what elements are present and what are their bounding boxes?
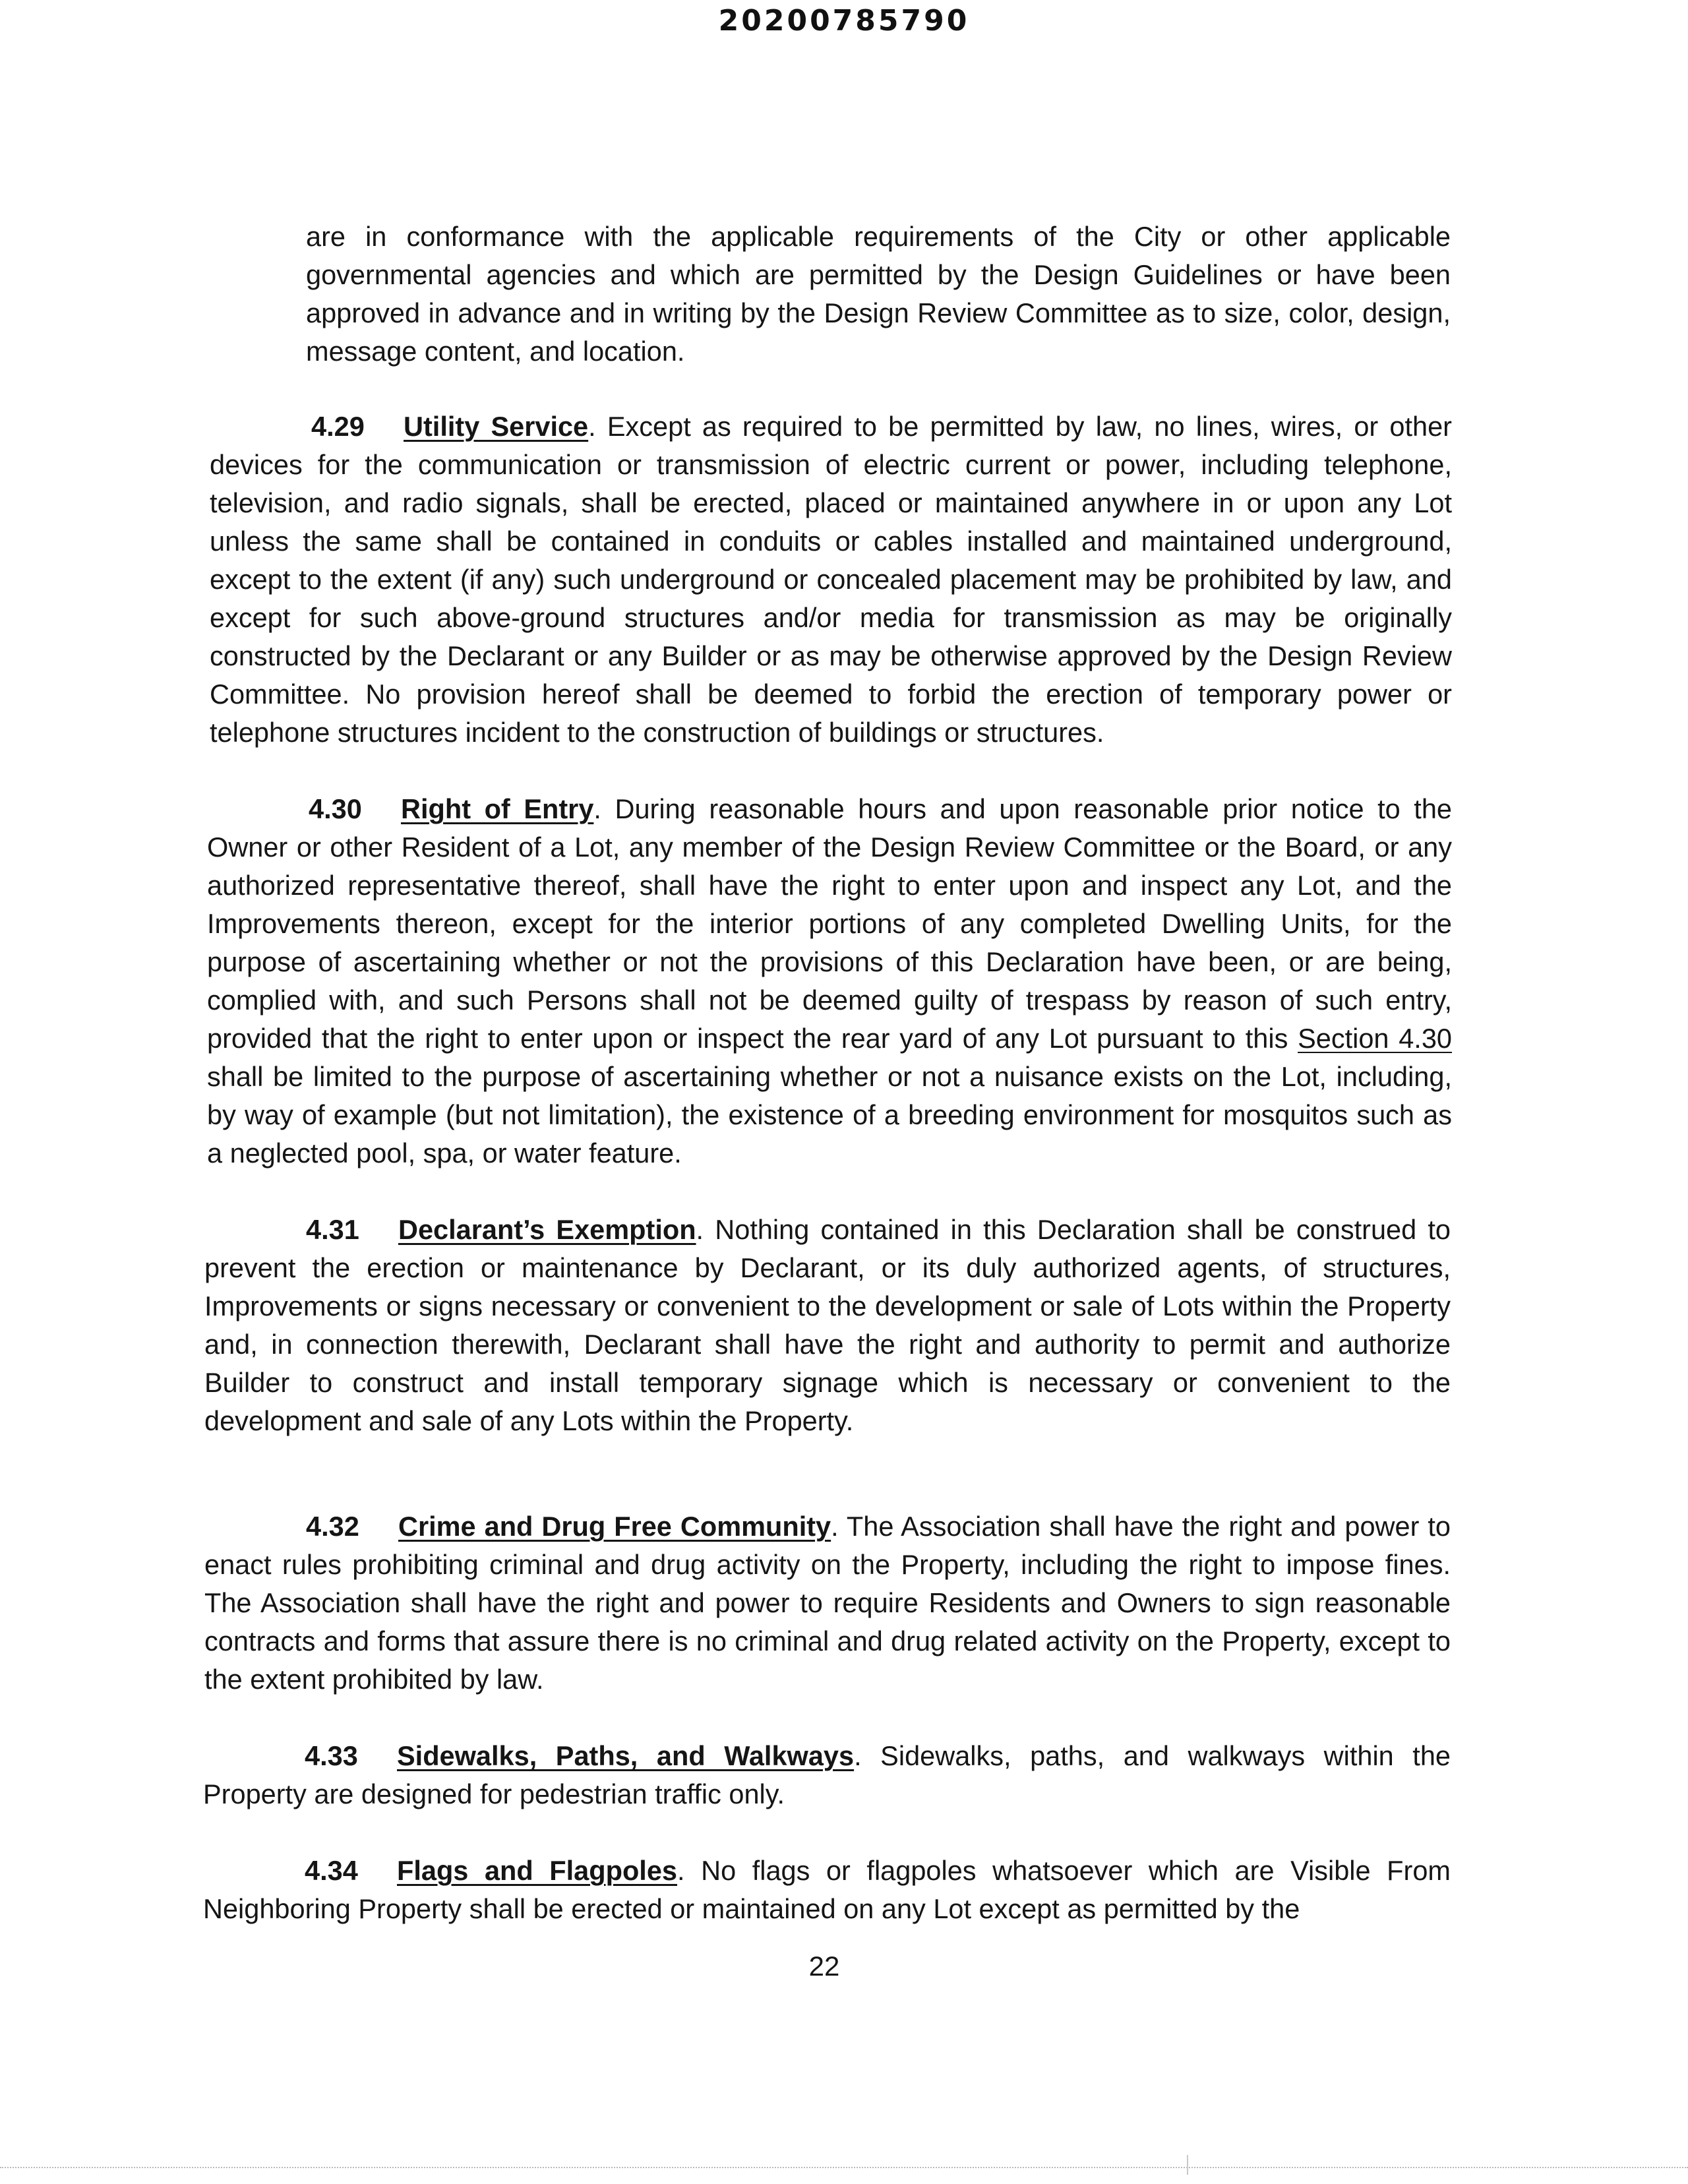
- section-text: The Association shall have the right and power to enact rules prohibiting criminal and drug activity on the Property, including the right to impose fines. The Association shall have the right and power to require Residents and Owners to sign reasonable contracts and forms that assure there is no criminal and drug related activity on the Property, except to the extent prohibited by law.: [204, 1511, 1451, 1695]
- section-title: Crime and Drug Free Community: [398, 1511, 831, 1542]
- section-title-punct: .: [593, 793, 601, 824]
- section-number: 4.29: [311, 411, 365, 442]
- scan-edge-line: [0, 2167, 1688, 2168]
- section-title: Right of Entry: [401, 793, 594, 824]
- section-4-31: [204, 1211, 1451, 1440]
- section-text: Nothing contained in this Declaration shall be construed to prevent the erection or maintenance by Declarant, or its duly authorized agents, of structures, Improvements or signs necessary or convenient to the development or sale of Lots within the Property and, in connection therewith, Declarant shall have the right and authority to permit and authorize Builder to construct and install temporary signage which is necessary or convenient to the development and sale of any Lots within the Property.: [204, 1214, 1451, 1436]
- section-title: Sidewalks, Paths, and Walkways: [397, 1740, 855, 1771]
- section-title: Flags and Flagpoles: [397, 1855, 678, 1886]
- section-title: Utility Service: [404, 411, 589, 442]
- page-number: 22: [808, 1951, 840, 1982]
- section-text: Sidewalks, paths, and walkways within the Property are designed for pedestrian traffic only.: [203, 1740, 1451, 1809]
- section-title-punct: .: [677, 1855, 685, 1886]
- section-title-punct: .: [854, 1740, 862, 1771]
- section-4-30: [207, 790, 1452, 1172]
- section-title: Declarant’s Exemption: [398, 1214, 696, 1245]
- section-text: Except as required to be permitted by law, no lines, wires, or other devices for the communication or transmission of electric current or power, including telephone, television, and radio signals, shall be erected, placed or maintained anywhere in or upon any Lot unless the same shall be contained in conduits or cables installed and maintained underground, except to the extent (if any) such underground or concealed placement may be prohibited by law, and except for such above-ground structures and/or media for transmission as may be originally constructed by the Declarant or any Builder or as may be otherwise approved by the Design Review Committee. No provision hereof shall be deemed to forbid the erection of temporary power or telephone structures incident to the construction of buildings or structures.: [210, 411, 1453, 748]
- recording-number: 20200785790: [718, 4, 970, 38]
- section-text-continued: shall be limited to the purpose of ascertaining whether or not a nuisance exists on the Lot, including, by way of example (but not limitation), the existence of a breeding environment for mosquitos such as a neglected pool, spa, or water feature.: [207, 1061, 1452, 1168]
- section-title-punct: .: [588, 411, 596, 442]
- section-4-29: [210, 408, 1452, 752]
- section-text: No flags or flagpoles whatsoever which are Visible From Neighboring Property shall be erected or maintained on any Lot except as permitted by the: [203, 1855, 1451, 1924]
- section-number: 4.34: [305, 1855, 358, 1886]
- section-number: 4.33: [305, 1740, 358, 1771]
- section-reference-link: Section 4.30: [1298, 1023, 1452, 1054]
- section-4-34: [203, 1852, 1451, 1928]
- section-number: 4.30: [309, 793, 362, 824]
- section-number: 4.31: [306, 1214, 359, 1245]
- section-number: 4.32: [306, 1511, 359, 1542]
- section-text: During reasonable hours and upon reasonable prior notice to the Owner or other Resident of a Lot, any member of the Design Review Committee or the Board, or any authorized representative thereof, shall have the right to enter upon and inspect any Lot, and the Improvements thereon, except for the interior portions of any completed Dwelling Units, for the purpose of ascertaining whether or not the provisions of this Declaration have been, or are being, complied with, and such Persons shall not be deemed guilty of trespass by reason of such entry, provided that the right to enter upon or inspect the rear yard of any Lot pursuant to this: [207, 793, 1452, 1054]
- section-4-32: [204, 1507, 1451, 1699]
- scan-artifact-mark: [1187, 2155, 1188, 2175]
- continuation-paragraph: are in conformance with the applicable requirements of the City or other applicable governmental agencies and which are permitted by the Design Guidelines or have been approved in advance and in writing by the Design Review Committee as to size, color, design, message content, and location.: [306, 221, 1451, 367]
- section-title-punct: .: [831, 1511, 839, 1542]
- section-4-33: [203, 1737, 1451, 1813]
- section-title-punct: .: [696, 1214, 704, 1245]
